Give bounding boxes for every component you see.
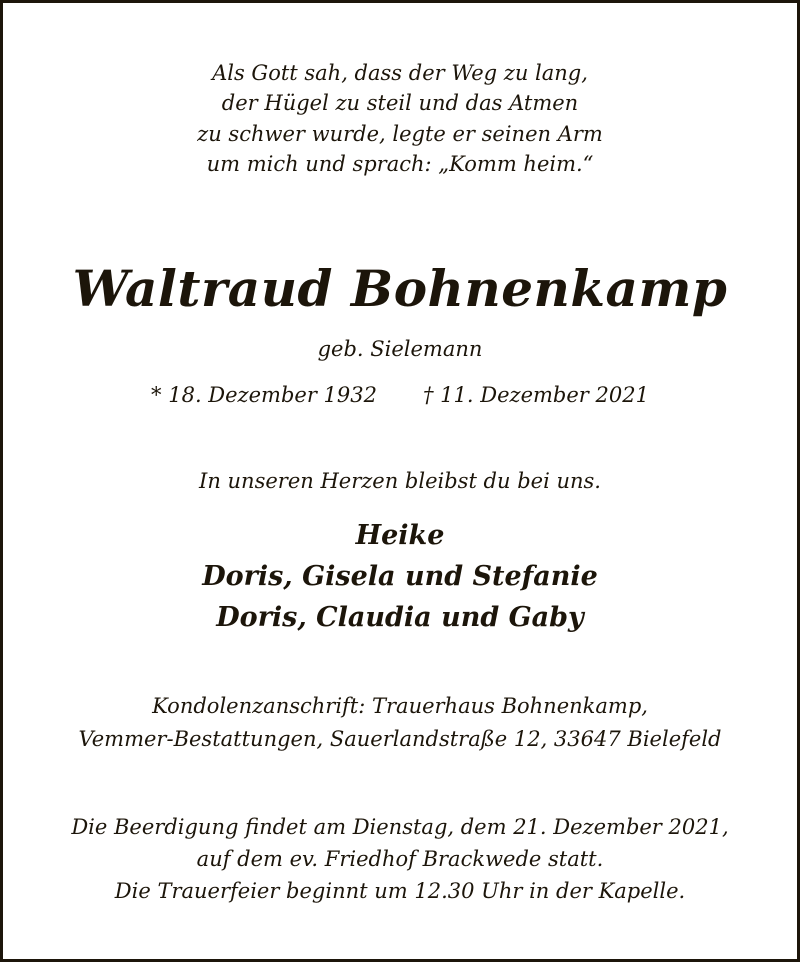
condolence-address-line: Vemmer-Bestattungen, Sauerlandstraße 12, 33647 Bielefeld xyxy=(78,727,722,751)
quote-line: der Hügel zu steil und das Atmen xyxy=(221,91,579,115)
death-date: † 11. Dezember 2021 xyxy=(423,383,649,407)
quote-line: zu schwer wurde, legte er seinen Arm xyxy=(197,122,603,146)
maiden-name: geb. Sielemann xyxy=(317,337,483,361)
life-dates xyxy=(3,383,797,407)
quote-line: Als Gott sah, dass der Weg zu lang, xyxy=(212,61,588,85)
farewell-text: In unseren Herzen bleibst du bei uns. xyxy=(199,469,601,493)
quote-line: um mich und sprach: „Komm heim.“ xyxy=(206,152,594,176)
deceased-name: Waltraud Bohnenkamp xyxy=(72,259,728,318)
mourner-line: Doris, Gisela und Stefanie xyxy=(202,561,598,592)
birth-date: * 18. Dezember 1932 xyxy=(151,383,377,407)
condolence-address-line: Kondolenzanschrift: Trauerhaus Bohnenkamp, xyxy=(152,694,648,718)
mourner-line: Heike xyxy=(355,520,445,551)
funeral-info-line: Die Beerdigung findet am Dienstag, dem 21. Dezember 2021, xyxy=(71,815,729,839)
mourner-line: Doris, Claudia und Gaby xyxy=(216,602,584,633)
funeral-info-line: Die Trauerfeier beginnt um 12.30 Uhr in der Kapelle. xyxy=(114,879,686,903)
funeral-info-line: auf dem ev. Friedhof Brackwede statt. xyxy=(196,847,604,871)
